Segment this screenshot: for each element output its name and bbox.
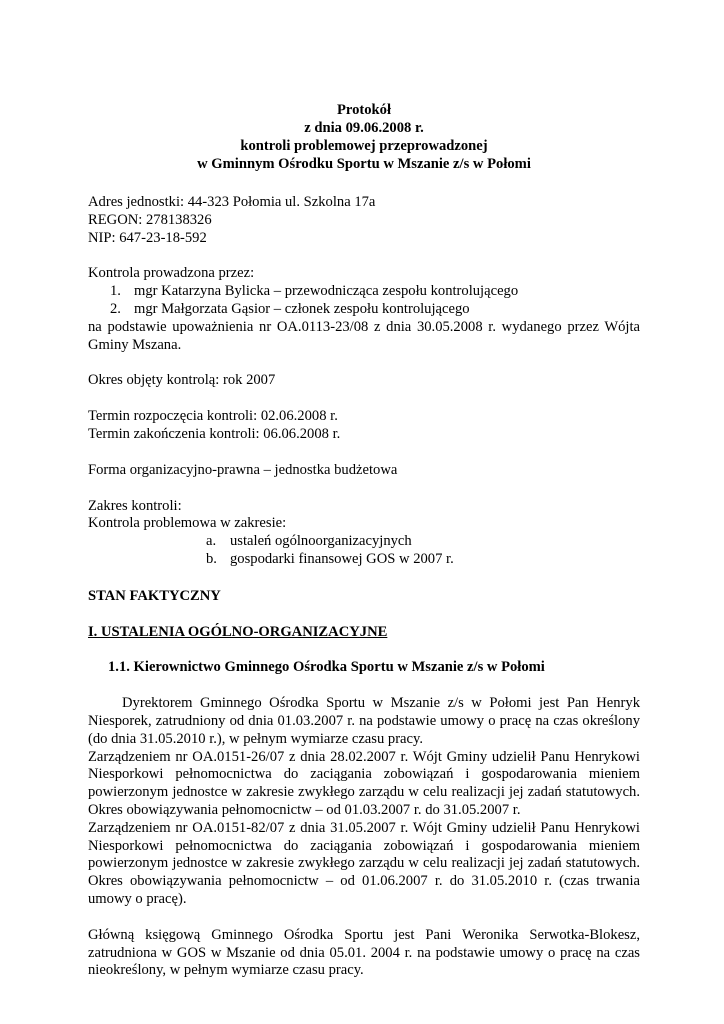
header-title: Protokół xyxy=(336,102,392,118)
list-number: a. xyxy=(206,533,217,550)
list-number: 2. xyxy=(110,300,121,317)
inspection-team xyxy=(88,265,640,354)
section-heading-1: I. USTALENIA OGÓLNO-ORGANIZACYJNE xyxy=(88,623,388,640)
paragraph-line: Dyrektorem Gminnego Ośrodka Sportu w Mszanie z/s w Połomi jest Pan Henryk xyxy=(122,695,640,712)
paragraph-line: (do dnia 31.05.2010 r.), w pełnym wymiarze czasu pracy. xyxy=(88,730,424,747)
authorization-line: Gminy Mszana. xyxy=(88,336,182,353)
paragraph-line: Niesporkowi pełnomocnictwa do zaciągania zobowiązań i gospodarowania mieniem xyxy=(88,766,640,783)
list-item xyxy=(110,301,640,319)
inspection-intro: Kontrola prowadzona przez: xyxy=(88,265,255,282)
list-number: 1. xyxy=(110,283,121,300)
list-text: ustaleń ogólnoorganizacyjnych xyxy=(230,533,412,550)
legal-form-line: Forma organizacyjno-prawna – jednostka budżetowa xyxy=(88,461,398,478)
paragraph-line: Główną księgową Gminnego Ośrodka Sportu jest Pani Weronika Serwotka-Blokesz, xyxy=(88,926,640,943)
paragraph-line: umowy o pracę). xyxy=(88,890,187,907)
paragraph-line: nieokreślony, w pełnym wymiarze czasu pracy. xyxy=(88,962,364,979)
paragraph-line: Okres obowiązywania pełnomocnictw – od 01.03.2007 r. do 31.05.2007 r. xyxy=(88,801,521,818)
paragraph-line: Niesporkowi pełnomocnictwa do zaciągania zobowiązań i gospodarowania mieniem xyxy=(88,837,640,854)
authorization-line: na podstawie upoważnienia nr OA.0113-23/08 z dnia 30.05.2008 r. wydanego przez Wójta xyxy=(88,318,640,335)
header-entity: w Gminnym Ośrodku Sportu w Mszanie z/s w Połomi xyxy=(197,156,531,172)
paragraph-line: powierzonym jednostce w zakresie zwykłego zarządu w celu realizacji jej zadań statutowych. xyxy=(88,784,640,801)
document-page xyxy=(88,102,640,980)
paragraph-line: Zarządzeniem nr OA.0151-82/07 z dnia 31.05.2007 r. Wójt Gminy udzielił Panu Henrykowi xyxy=(88,819,640,836)
paragraph-director xyxy=(88,695,640,748)
scope-title: Zakres kontroli: xyxy=(88,497,182,514)
list-number: b. xyxy=(206,550,217,567)
list-text: mgr Katarzyna Bylicka – przewodnicząca zespołu kontrolującego xyxy=(134,283,519,300)
scope-intro: Kontrola problemowa w zakresie: xyxy=(88,515,287,532)
paragraph-line: Niesporek, zatrudniony od dnia 01.03.2007 r. na podstawie umowy o pracę na czas określony xyxy=(88,712,640,729)
header-subject: kontroli problemowej przeprowadzonej xyxy=(240,138,488,154)
end-date-line: Termin zakończenia kontroli: 06.06.2008 r. xyxy=(88,425,341,442)
paragraph-line: Zarządzeniem nr OA.0151-26/07 z dnia 28.02.2007 r. Wójt Gminy udzielił Panu Henrykowi xyxy=(88,748,640,765)
paragraph-order-1 xyxy=(88,749,640,820)
paragraph-line: powierzonym jednostce w zakresie zwykłego zarządu w celu realizacji jej zadań statutowych. xyxy=(88,855,640,872)
address-line: Adres jednostki: 44-323 Połomia ul. Szkolna 17a xyxy=(88,194,376,210)
list-text: mgr Małgorzata Gąsior – członek zespołu kontrolującego xyxy=(134,300,470,317)
entity-info xyxy=(88,194,640,247)
section-heading-main: STAN FAKTYCZNY xyxy=(88,587,221,604)
list-text: gospodarki finansowej GOS w 2007 r. xyxy=(230,550,454,567)
paragraph-accountant xyxy=(88,927,640,980)
subsection-heading-1-1: 1.1. Kierownictwo Gminnego Ośrodka Sportu w Mszanie z/s w Połomi xyxy=(108,659,545,676)
scope-section xyxy=(88,498,640,569)
regon-line: REGON: 278138326 xyxy=(88,211,212,228)
paragraph-order-2 xyxy=(88,820,640,909)
paragraph-line: Okres obowiązywania pełnomocnictw – od 01.06.2007 r. do 31.05.2010 r. (czas trwania xyxy=(88,873,640,890)
paragraph-line: zatrudniona w GOS w Mszanie od dnia 05.01. 2004 r. na podstawie umowy o pracę na czas xyxy=(88,944,640,961)
nip-line: NIP: 647-23-18-592 xyxy=(88,229,207,246)
list-item xyxy=(206,551,640,569)
period-line: Okres objęty kontrolą: rok 2007 xyxy=(88,372,276,389)
document-header xyxy=(88,102,640,174)
list-item xyxy=(206,533,640,551)
list-item xyxy=(110,283,640,301)
team-list xyxy=(88,283,640,319)
start-date-line: Termin rozpoczęcia kontroli: 02.06.2008 r. xyxy=(88,408,338,425)
header-date: z dnia 09.06.2008 r. xyxy=(304,120,424,136)
scope-list xyxy=(88,533,640,569)
